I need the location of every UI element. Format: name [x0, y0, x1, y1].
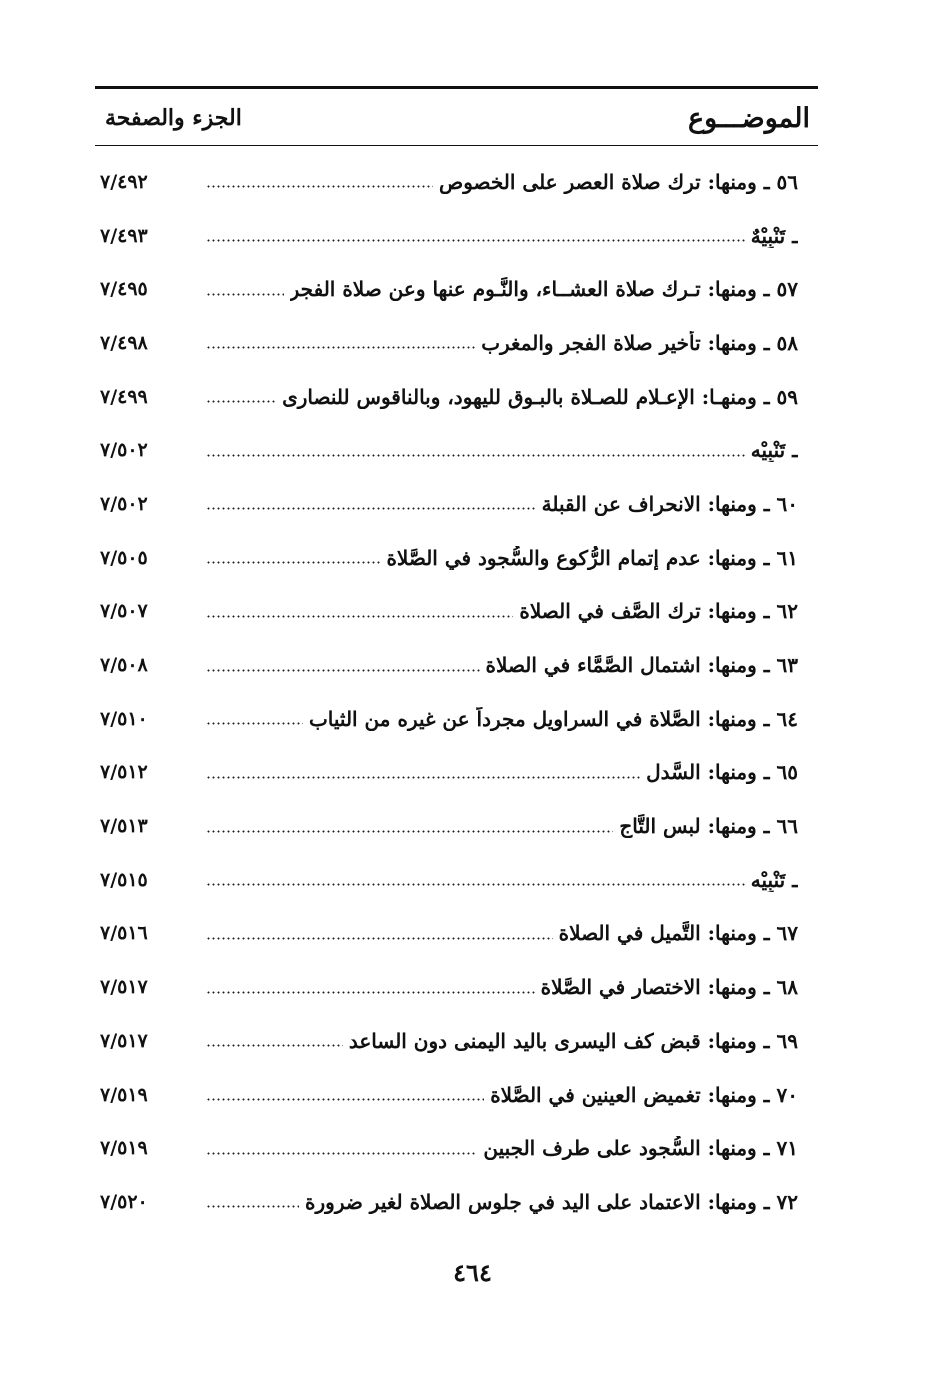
entry-page-ref: ٧/٥١٥: [100, 868, 148, 891]
entry-page-ref: ٧/٤٩٢: [100, 170, 148, 193]
entry-title: ٦٤ ـ ومنها: الصَّلاة في السراويل مجرداً عن غيره من الثياب: [308, 706, 798, 731]
toc-entry: [100, 262, 798, 316]
dot-leader: [206, 1205, 299, 1208]
toc-entry: [100, 907, 798, 961]
dot-leader: [206, 239, 745, 242]
dot-leader: [206, 615, 513, 618]
entry-page-ref: ٧/٥٠٥: [100, 546, 148, 569]
entry-page-ref: ٧/٥٠٢: [100, 492, 148, 515]
dot-leader: [206, 776, 640, 779]
toc-header: [95, 96, 818, 140]
toc-entry: [100, 692, 798, 746]
entry-title: ٦٩ ـ ومنها: قبض كف اليسرى باليد اليمنى دون الساعد: [348, 1028, 798, 1053]
toc-entry: [100, 1121, 798, 1175]
entry-page-ref: ٧/٥١٠: [100, 707, 148, 730]
dot-leader: [206, 722, 303, 725]
entry-title: ـ تَنْبِيْهٌ: [750, 223, 798, 248]
dot-leader: [206, 883, 745, 886]
dot-leader: [206, 1044, 343, 1047]
dot-leader: [206, 507, 536, 510]
entry-title: ٥٧ ـ ومنها: تـرك صلاة العشــاء، والنَّـوم عنها وعن صلاة الفجر: [289, 277, 798, 302]
dot-leader: [206, 346, 475, 349]
dot-leader: [206, 1098, 484, 1101]
page-number: ٤٦٤: [453, 1258, 492, 1287]
entry-title: ٧٢ ـ ومنها: الاعتماد على اليد في جلوس الصلاة لغير ضرورة: [305, 1189, 798, 1214]
dot-leader: [206, 830, 613, 833]
dot-leader: [206, 293, 284, 296]
topic-column-heading: الموضـــوع: [687, 102, 810, 134]
entry-title: ٦٦ ـ ومنها: لبس التَّاج: [619, 814, 798, 839]
toc-entry: [100, 585, 798, 639]
toc-entry: [100, 209, 798, 263]
entry-title: ٦٧ ـ ومنها: التَّميل في الصلاة: [558, 921, 798, 946]
toc-entry: [100, 477, 798, 531]
entry-page-ref: ٧/٤٩٨: [100, 331, 148, 354]
toc-list: [100, 155, 798, 1229]
entry-title: ٧١ ـ ومنها: السُّجود على طرف الجبين: [483, 1136, 798, 1161]
entry-page-ref: ٧/٥٠٨: [100, 654, 148, 677]
header-rule: [95, 145, 818, 146]
entry-page-ref: ٧/٥١٣: [100, 815, 148, 838]
page-column-heading: الجزء والصفحة: [105, 105, 242, 131]
toc-entry: [100, 423, 798, 477]
dot-leader: [206, 669, 480, 672]
entry-page-ref: ٧/٤٩٥: [100, 278, 148, 301]
toc-entry: [100, 1068, 798, 1122]
dot-leader: [206, 991, 535, 994]
dot-leader: [206, 454, 745, 457]
dot-leader: [206, 400, 276, 403]
entry-title: ٥٨ ـ ومنها: تأخير صلاة الفجر والمغرب: [481, 330, 798, 355]
toc-entry: [100, 799, 798, 853]
entry-page-ref: ٧/٥١٧: [100, 976, 148, 999]
toc-entry: [100, 960, 798, 1014]
toc-entry: [100, 370, 798, 424]
dot-leader: [206, 185, 433, 188]
dot-leader: [206, 1152, 477, 1155]
toc-entry: [100, 1014, 798, 1068]
dot-leader: [206, 561, 380, 564]
entry-title: ـ تَنْبِيْه: [750, 867, 798, 892]
entry-page-ref: ٧/٥١٢: [100, 761, 148, 784]
toc-entry: [100, 853, 798, 907]
entry-title: ٦٥ ـ ومنها: السَّدل: [646, 760, 798, 785]
dot-leader: [206, 937, 553, 940]
entry-page-ref: ٧/٥١٦: [100, 922, 148, 945]
entry-title: ٦٠ ـ ومنها: الانحراف عن القبلة: [541, 491, 798, 516]
entry-page-ref: ٧/٤٩٣: [100, 224, 148, 247]
toc-entry: [100, 746, 798, 800]
entry-title: ٦٨ ـ ومنها: الاختصار في الصَّلاة: [540, 975, 798, 1000]
entry-page-ref: ٧/٥٠٧: [100, 600, 148, 623]
toc-entry: [100, 1175, 798, 1229]
entry-title: ٦٢ ـ ومنها: ترك الصَّف في الصلاة: [519, 599, 798, 624]
entry-title: ـ تَنْبِيْه: [750, 438, 798, 463]
entry-title: ٥٩ ـ ومنهـا: الإعـلام للصـلاة بالبـوق لليهود، وبالناقوس للنصارى: [282, 384, 798, 409]
entry-page-ref: ٧/٥١٩: [100, 1137, 148, 1160]
toc-entry: [100, 531, 798, 585]
toc-entry: [100, 155, 798, 209]
top-rule: [95, 86, 818, 89]
toc-entry: [100, 638, 798, 692]
entry-page-ref: ٧/٥١٩: [100, 1083, 148, 1106]
entry-title: ٦١ ـ ومنها: عدم إتمام الرُّكوع والسُّجود في الصَّلاة: [386, 545, 798, 570]
toc-entry: [100, 316, 798, 370]
entry-title: ٥٦ ـ ومنها: ترك صلاة العصر على الخصوص: [439, 169, 798, 194]
entry-page-ref: ٧/٥١٧: [100, 1029, 148, 1052]
entry-title: ٦٣ ـ ومنها: اشتمال الصَّمَّاء في الصلاة: [485, 653, 798, 678]
entry-page-ref: ٧/٥٢٠: [100, 1190, 148, 1213]
entry-page-ref: ٧/٥٠٢: [100, 439, 148, 462]
entry-page-ref: ٧/٤٩٩: [100, 385, 148, 408]
entry-title: ٧٠ ـ ومنها: تغميض العينين في الصَّلاة: [490, 1082, 798, 1107]
